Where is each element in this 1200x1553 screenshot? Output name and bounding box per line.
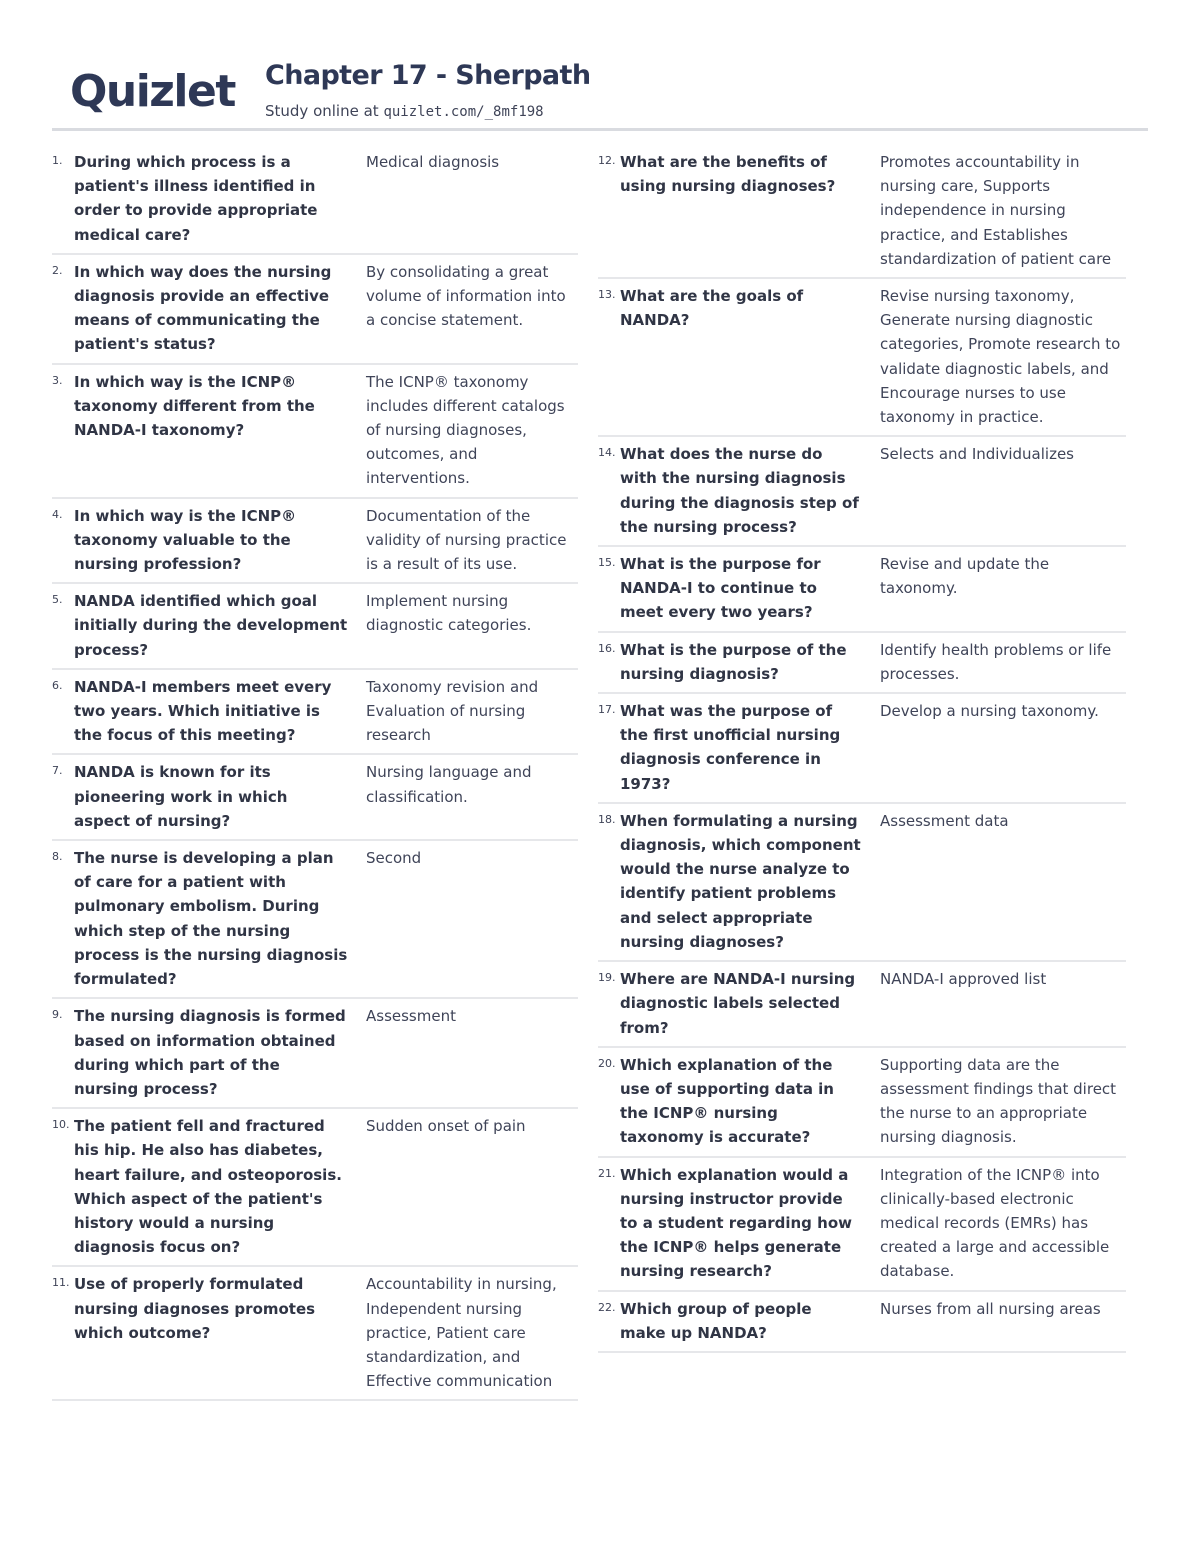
card-term: What are the goals of NANDA?	[620, 287, 804, 330]
card-term: Which group of people make up NANDA?	[620, 1299, 812, 1342]
card-number: 7.	[52, 764, 63, 778]
card-definition: Develop a nursing taxonomy.	[880, 702, 1099, 721]
card-term: When formulating a nursing diagnosis, which component would the nurse analyze to identify patient problems and select appropriate nursing diagnoses?	[620, 811, 861, 951]
card-term: The nursing diagnosis is formed based on information obtained during which part of the nursing process?	[74, 1007, 346, 1098]
card-row	[52, 584, 578, 670]
card-row	[52, 999, 578, 1109]
card-term: What is the purpose for NANDA-I to continue to meet every two years?	[620, 555, 821, 622]
card-term: In which way is the ICNP® taxonomy different from the NANDA-I taxonomy?	[74, 372, 315, 440]
card-number: 18.	[598, 812, 616, 826]
study-online-line	[265, 100, 544, 123]
quizlet-logo: Quizlet	[70, 66, 235, 117]
card-number: 11.	[52, 1276, 70, 1290]
card-term: In which way does the nursing diagnosis provide an effective means of communicating the patient's status?	[74, 262, 332, 354]
card-definition: Implement nursing diagnostic categories.	[366, 592, 532, 635]
card-number: 12.	[598, 154, 616, 167]
card-row	[598, 145, 1126, 279]
card-definition: Revise and update the taxonomy.	[880, 555, 1050, 598]
card-row	[52, 145, 578, 255]
card-definition: Sudden onset of pain	[366, 1117, 526, 1136]
card-row	[52, 1267, 578, 1401]
card-number: 10.	[52, 1118, 70, 1132]
card-term: Which explanation of the use of supporting data in the ICNP® nursing taxonomy is accurate?	[620, 1055, 834, 1147]
card-number: 3.	[52, 373, 63, 387]
card-number: 16.	[598, 641, 616, 655]
card-term: The nurse is developing a plan of care for a patient with pulmonary embolism. During which step of the nursing process is the nursing diagnosis formulated?	[74, 849, 348, 989]
card-row	[598, 1158, 1126, 1292]
card-term: What are the benefits of using nursing diagnoses?	[620, 153, 836, 196]
card-row	[598, 547, 1126, 633]
card-term: What does the nurse do with the nursing diagnosis during the diagnosis step of the nursing process?	[620, 445, 859, 536]
card-definition: Second	[366, 849, 422, 868]
card-definition: Assessment	[366, 1007, 456, 1026]
card-number: 8.	[52, 850, 63, 864]
card-row	[52, 499, 578, 585]
study-url-link[interactable]: quizlet.com/_8mf198	[383, 104, 544, 120]
card-row	[598, 633, 1126, 694]
card-row	[52, 841, 578, 999]
card-definition: Nursing language and classification.	[366, 763, 532, 806]
card-number: 14.	[598, 446, 616, 460]
card-definition: Selects and Individualizes	[880, 445, 1074, 464]
card-term: What is the purpose of the nursing diagnosis?	[620, 640, 847, 683]
card-row	[52, 255, 578, 365]
card-term: Use of properly formulated nursing diagnoses promotes which outcome?	[74, 1275, 316, 1342]
card-number: 1.	[52, 154, 63, 167]
card-definition: NANDA-I approved list	[880, 970, 1047, 989]
card-number: 15.	[598, 556, 616, 570]
card-number: 9.	[52, 1008, 63, 1022]
study-prefix: Study online at	[265, 102, 384, 120]
header-divider	[52, 128, 1148, 131]
card-definition: Documentation of the validity of nursing practice is a result of its use.	[366, 506, 567, 574]
card-number: 17.	[598, 703, 616, 717]
card-row	[598, 804, 1126, 962]
card-term: NANDA identified which goal initially during the development process?	[74, 592, 348, 659]
card-definition: The ICNP® taxonomy includes different catalogs of nursing diagnoses, outcomes, and interventions.	[366, 372, 565, 488]
card-definition: Accountability in nursing, Independent nursing practice, Patient care standardization, and Effective communication	[366, 1275, 557, 1391]
card-term: In which way is the ICNP® taxonomy valuable to the nursing profession?	[74, 506, 297, 574]
card-column-left	[52, 145, 578, 1401]
card-number: 21.	[598, 1166, 616, 1180]
card-term: NANDA is known for its pioneering work in which aspect of nursing?	[74, 763, 288, 830]
card-definition: Taxonomy revision and Evaluation of nursing research	[366, 677, 539, 745]
card-definition: Revise nursing taxonomy, Generate nursing diagnostic categories, Promote research to validate diagnostic labels, and Encourage nurses to use taxonomy in practice.	[880, 287, 1121, 427]
card-row	[598, 962, 1126, 1048]
card-term: The patient fell and fractured his hip. He also has diabetes, heart failure, and osteoporosis. Which aspect of the patient's history would a nursing diagnosis focus on?	[74, 1117, 342, 1257]
card-definition: Medical diagnosis	[366, 153, 500, 171]
card-term: Which explanation would a nursing instructor provide to a student regarding how the ICNP® helps generate nursing research?	[620, 1165, 852, 1281]
card-row	[52, 1109, 578, 1267]
card-term: NANDA-I members meet every two years. Which initiative is the focus of this meeting?	[74, 677, 332, 745]
card-number: 20.	[598, 1056, 616, 1070]
card-term: What was the purpose of the first unofficial nursing diagnosis conference in 1973?	[620, 702, 841, 793]
card-definition: Assessment data	[880, 811, 1009, 830]
card-definition: Identify health problems or life processes.	[880, 640, 1112, 683]
card-definition: Nurses from all nursing areas	[880, 1299, 1101, 1318]
card-number: 13.	[598, 288, 616, 302]
card-definition: Promotes accountability in nursing care, Supports independence in nursing practice, and Establishes standardization of patient care	[880, 153, 1112, 268]
card-row	[598, 279, 1126, 437]
card-number: 19.	[598, 971, 616, 985]
card-term: During which process is a patient's illness identified in order to provide appropriate medical care?	[74, 153, 318, 244]
card-term: Where are NANDA-I nursing diagnostic labels selected from?	[620, 970, 856, 1037]
card-definition: Integration of the ICNP® into clinically-based electronic medical records (EMRs) has created a large and accessible database.	[880, 1165, 1110, 1281]
card-row	[598, 694, 1126, 804]
card-number: 5.	[52, 593, 63, 607]
card-definition: Supporting data are the assessment findings that direct the nurse to an appropriate nursing diagnosis.	[880, 1055, 1117, 1147]
card-row	[598, 1048, 1126, 1158]
card-number: 4.	[52, 507, 63, 521]
card-definition: By consolidating a great volume of information into a concise statement.	[366, 262, 566, 330]
card-column-right	[598, 145, 1126, 1353]
card-row	[598, 437, 1126, 547]
page-header	[0, 0, 1200, 135]
card-number: 22.	[598, 1300, 616, 1314]
card-row	[52, 670, 578, 756]
card-number: 6.	[52, 678, 63, 692]
card-row	[598, 1292, 1126, 1353]
card-row	[52, 365, 578, 499]
card-number: 2.	[52, 263, 63, 277]
page-title: Chapter 17 - Sherpath	[265, 60, 591, 91]
card-row	[52, 755, 578, 841]
